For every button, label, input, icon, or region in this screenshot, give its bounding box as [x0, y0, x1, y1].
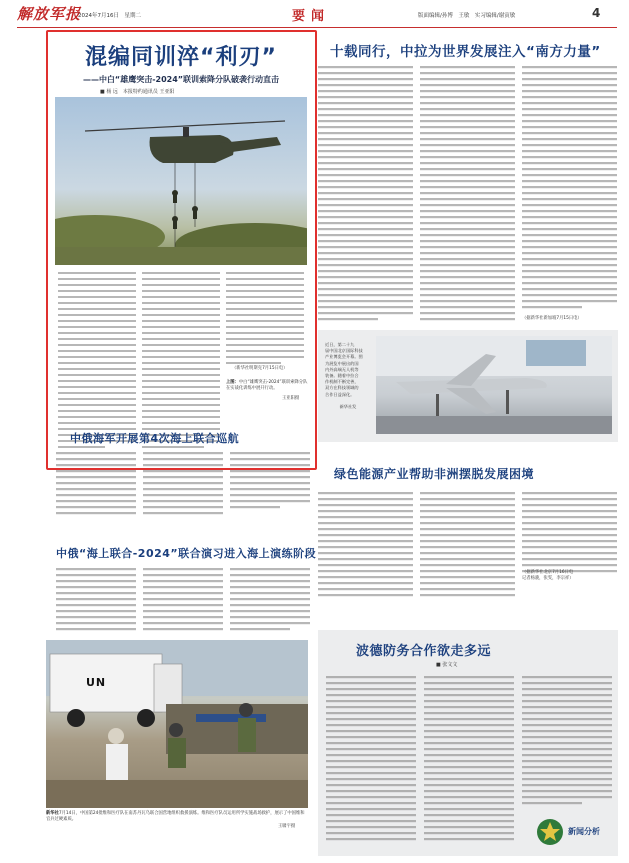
story2-body	[318, 64, 618, 324]
story4-caption: 新华社7月14日，中国第24批维和医疗队在南苏丹瓦乌联合国营地组织救援演练。维和医疗队员运用所学实施战场救护，展示了中国维和官兵过硬素质。	[46, 811, 305, 823]
story4-photo	[46, 640, 308, 808]
story1-subtitle: ——中白“雄鹰突击-2024”联训索降分队破袭行动直击	[82, 75, 280, 84]
story3-body	[56, 450, 312, 520]
story2-source: （据新华社新加坡7月15日电）	[522, 316, 582, 321]
story3-headline[interactable]: 中俄海军开展第4次海上联合巡航	[70, 432, 240, 445]
news-analysis-label: 新闻分析	[568, 827, 600, 836]
story2-photo-credit: 新华社发	[339, 403, 357, 409]
story4-text-columns	[56, 566, 312, 634]
story4-headline[interactable]: 中俄“海上联合-2024”联合演习进入海上演练阶段	[56, 547, 317, 560]
caption-text: 中白“雄鹰突击-2024”联训索降分队在实战化训练中展开行动。	[226, 380, 308, 392]
story1-caption	[226, 380, 310, 393]
story5-text-columns	[318, 490, 618, 602]
story1-headline[interactable]: 混编同训淬“利刃”	[85, 45, 277, 70]
story5-body	[318, 490, 618, 602]
byline-mark: ■	[100, 89, 105, 95]
byline-text: 杨 远 本报特约通讯员 王亚阳	[106, 89, 175, 95]
story2-photo	[376, 336, 612, 434]
story3-text-columns	[56, 450, 312, 520]
story1-photo	[55, 97, 307, 265]
story5-headline[interactable]: 绿色能源产业帮助非洲摆脱发展困境	[334, 467, 535, 481]
story4-body	[56, 566, 312, 634]
un-drill-image	[46, 640, 308, 808]
section-title: 要闻	[292, 9, 331, 24]
story4-photo-credit: 王啸宇摄	[278, 824, 296, 829]
story6-headline[interactable]: 波德防务合作欲走多远	[356, 644, 492, 659]
drone-image	[376, 336, 612, 434]
story2-text-columns	[318, 64, 618, 324]
story1-col-3	[226, 270, 304, 370]
caption-label: 上图：	[226, 380, 239, 385]
news-analysis-badge	[536, 818, 614, 848]
story1-photo-credit: 王亚阳摄	[282, 396, 300, 401]
story6-byline: ■ 张文文	[436, 662, 458, 668]
masthead-rule	[17, 27, 617, 28]
page-editors: 版面编辑/孙博 王敏 实习编辑/谢寅敏	[418, 13, 516, 19]
story1-source: （新华社明斯克7月15日电）	[232, 366, 288, 371]
star-badge-icon	[536, 818, 564, 846]
story2-headline[interactable]: 十载同行，中拉为世界发展注入“南方力量”	[330, 44, 601, 60]
story1-byline	[100, 88, 175, 95]
helicopter-image	[55, 97, 307, 265]
issue-date: 2024年7月16日 星期二	[78, 13, 141, 19]
un-sign: UN	[86, 676, 107, 689]
story2-photo-caption: 近日，第二十九 届中国北京国际科技 产业博览会开幕。图 为展览中展出的国 内外高端无人机等 装备。随着中拉合 作机制不断完善， 双方在科技领域的 合作日益深化。 新华社发	[325, 342, 371, 410]
newspaper-logo: 解放军报	[17, 5, 82, 23]
masthead	[0, 0, 629, 28]
story5-source: （据新华社北京7月16日电 记者杨骏，张雯，李宗祥）	[522, 570, 574, 582]
page-number: 4	[592, 6, 601, 20]
